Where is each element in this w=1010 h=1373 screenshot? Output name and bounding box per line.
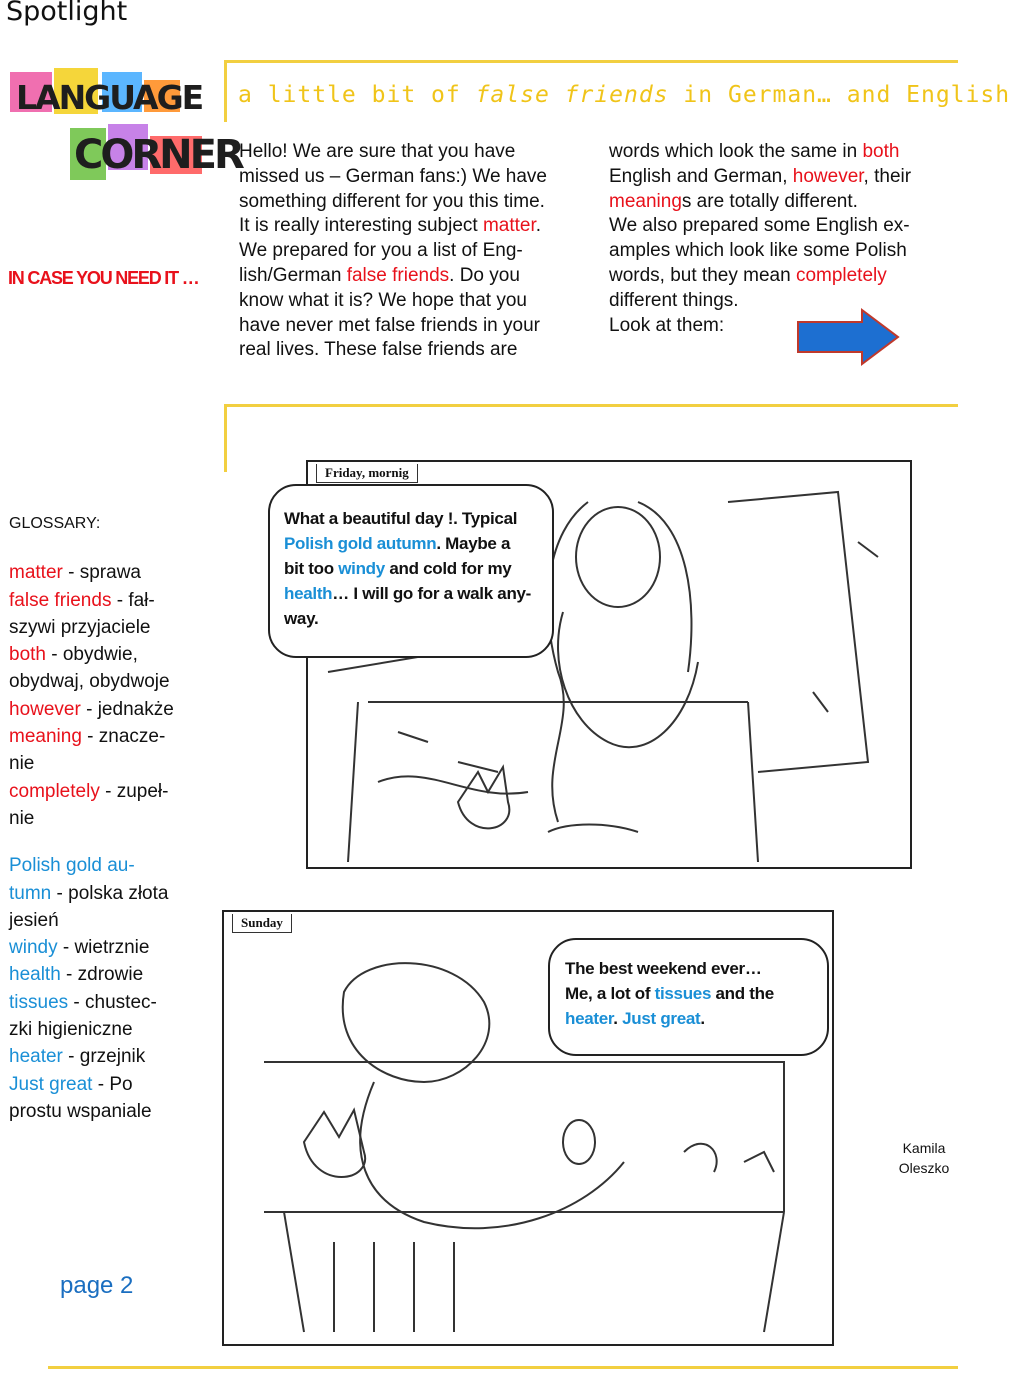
highlight-term: Just great <box>622 1009 701 1028</box>
text-span: - jednakże <box>80 698 174 720</box>
text-line <box>9 880 199 907</box>
glossary-list <box>9 559 199 1125</box>
highlight-term: matter <box>9 562 63 584</box>
text-line <box>284 531 552 556</box>
text-line <box>609 239 949 264</box>
text-span: know what it is? We hope that you <box>239 289 527 311</box>
highlight-term: meaning <box>609 190 682 212</box>
highlight-term: matter <box>482 215 536 237</box>
text-span: something different for you this time. <box>239 190 545 212</box>
text-span: different things. <box>609 289 739 311</box>
text-line <box>609 140 949 165</box>
text-span: zki higieniczne <box>9 1019 133 1041</box>
highlight-term: heater <box>9 1046 63 1068</box>
text-line <box>9 587 199 614</box>
text-span: lish/German <box>239 264 347 286</box>
heading-text: a little bit of <box>238 82 476 108</box>
text-line <box>565 1006 827 1031</box>
text-line <box>9 641 199 668</box>
text-span: - chustec- <box>68 991 157 1013</box>
text-span: - zupeł- <box>99 780 169 802</box>
section-rule-top <box>224 404 958 407</box>
text-line <box>9 696 199 723</box>
highlight-term: completely <box>795 264 887 286</box>
heading-emphasis: false friends <box>475 82 669 108</box>
text-line <box>9 989 199 1016</box>
highlight-term: Polish gold autumn <box>284 534 437 553</box>
text-span: , their <box>863 165 912 187</box>
text-span: What a beautiful day !. Typical <box>284 509 518 528</box>
text-span: bit too <box>284 559 339 578</box>
text-line <box>239 338 584 363</box>
highlight-term: health <box>9 964 61 986</box>
highlight-term: false friends <box>346 264 450 286</box>
text-line <box>284 506 552 531</box>
article-heading <box>238 82 1010 108</box>
text-span: - znacze- <box>81 726 166 748</box>
highlight-term: tissues <box>654 984 712 1003</box>
text-line <box>9 907 199 934</box>
text-line <box>9 778 199 805</box>
text-line <box>9 805 199 832</box>
highlight-term: Just great <box>9 1073 93 1095</box>
text-span: The best weekend ever… <box>565 959 762 978</box>
text-span: obydwaj, obydwoje <box>9 671 170 693</box>
text-span: We prepared for you a list of Eng- <box>239 240 523 262</box>
page-number: page 2 <box>60 1272 134 1299</box>
text-span: . <box>613 1009 623 1028</box>
text-line <box>9 1016 199 1043</box>
text-line <box>239 314 584 339</box>
text-line <box>9 852 199 879</box>
highlight-term: however <box>9 698 81 720</box>
text-span: … I will go for a walk any- <box>332 584 532 603</box>
highlight-term: both <box>862 141 900 162</box>
author-last-name: Oleszko <box>898 1160 950 1176</box>
language-corner-logo <box>8 66 242 194</box>
text-span: amples which look like some Polish <box>609 240 907 262</box>
right-arrow-icon <box>796 308 900 371</box>
text-span: We also prepared some English ex- <box>609 215 910 237</box>
bottom-rule <box>48 1366 958 1369</box>
text-line <box>9 961 199 988</box>
highlight-term: windy <box>9 937 58 959</box>
text-span: way. <box>284 609 319 628</box>
highlight-term: tumn <box>9 882 52 904</box>
highlight-term: tissues <box>9 991 69 1013</box>
text-line <box>9 750 199 777</box>
heading-text-end: in German… and English <box>668 82 1010 108</box>
glossary <box>9 510 199 1125</box>
text-span: have never met false friends in your <box>239 314 540 336</box>
text-span: - fał- <box>111 589 155 611</box>
text-span: . <box>535 215 542 237</box>
text-line <box>9 1043 199 1070</box>
text-span: jesień <box>9 909 59 931</box>
panel-caption: Friday, mornig <box>316 464 418 483</box>
text-span: - Po <box>92 1073 133 1095</box>
text-span: words, but they mean <box>609 264 796 286</box>
text-line <box>609 264 949 289</box>
text-span: words which look the same in <box>609 141 863 162</box>
logo-line1: LANGUAGE <box>16 78 203 117</box>
text-span: It is really interesting subject <box>239 215 483 237</box>
highlight-term: heater <box>565 1009 614 1028</box>
text-line <box>609 190 949 215</box>
text-span: . Maybe a <box>436 534 511 553</box>
text-line <box>239 214 584 239</box>
text-line <box>9 1098 199 1125</box>
text-span: s are totally different. <box>681 190 858 212</box>
article-column-1 <box>239 140 584 363</box>
text-span: . Do you <box>449 264 520 286</box>
author-first-name: Kamila <box>902 1140 946 1156</box>
text-span: - polska złota <box>51 882 169 904</box>
text-line <box>9 559 199 586</box>
text-line <box>9 1071 199 1098</box>
highlight-term: both <box>9 644 46 666</box>
text-span: Look at them: <box>609 314 725 336</box>
text-line <box>565 956 827 981</box>
highlight-term: health <box>284 584 333 603</box>
text-span: and cold for my <box>384 559 512 578</box>
text-span: . <box>700 1009 705 1028</box>
text-span: real lives. These false friends are <box>239 339 518 361</box>
text-line <box>284 606 552 631</box>
text-span: missed us – German fans:) We have <box>239 165 547 187</box>
speech-bubble-sunday <box>548 938 829 1056</box>
highlight-term: false friends <box>9 589 112 611</box>
text-line <box>239 140 584 165</box>
highlight-term: meaning <box>9 726 82 748</box>
glossary-title: GLOSSARY: <box>9 515 101 532</box>
highlight-term: Polish gold au- <box>9 855 135 877</box>
text-line <box>9 832 199 852</box>
text-span: - sprawa <box>62 562 141 584</box>
author-credit <box>888 1138 960 1178</box>
text-span: prostu wspaniale <box>9 1100 152 1122</box>
text-span: and the <box>711 984 774 1003</box>
highlight-term: windy <box>338 559 385 578</box>
text-span: - grzejnik <box>62 1046 146 1068</box>
heading-rule-top <box>224 60 958 63</box>
text-line <box>239 165 584 190</box>
text-span: English and German, <box>609 165 793 187</box>
text-line <box>239 239 584 264</box>
text-span: Me, a lot of <box>565 984 655 1003</box>
sidebar-label: IN CASE YOU NEED IT … <box>8 268 199 288</box>
panel-caption: Sunday <box>232 914 292 933</box>
text-span: - wietrznie <box>57 937 150 959</box>
text-line <box>9 668 199 695</box>
text-span: Hello! We are sure that you have <box>239 141 516 162</box>
text-line <box>609 165 949 190</box>
text-line <box>565 981 827 1006</box>
text-span: - obydwie, <box>45 644 138 666</box>
text-span: nie <box>9 807 35 829</box>
text-line <box>9 723 199 750</box>
text-line <box>239 289 584 314</box>
text-span: nie <box>9 753 35 775</box>
text-line <box>284 556 552 581</box>
section-rule-left <box>224 404 227 472</box>
heading-rule-left <box>224 60 227 122</box>
text-line <box>9 934 199 961</box>
text-span: szywi przyjaciele <box>9 616 151 638</box>
text-line <box>284 581 552 606</box>
text-line <box>609 214 949 239</box>
highlight-term: completely <box>9 780 100 802</box>
speech-bubble-friday <box>268 484 554 658</box>
text-span: - zdrowie <box>60 964 144 986</box>
text-line <box>239 264 584 289</box>
logo-line2: CORNER <box>74 132 242 178</box>
section-title: Spotlight <box>6 0 128 27</box>
text-line <box>239 190 584 215</box>
highlight-term: however <box>792 165 864 187</box>
text-line <box>9 614 199 641</box>
